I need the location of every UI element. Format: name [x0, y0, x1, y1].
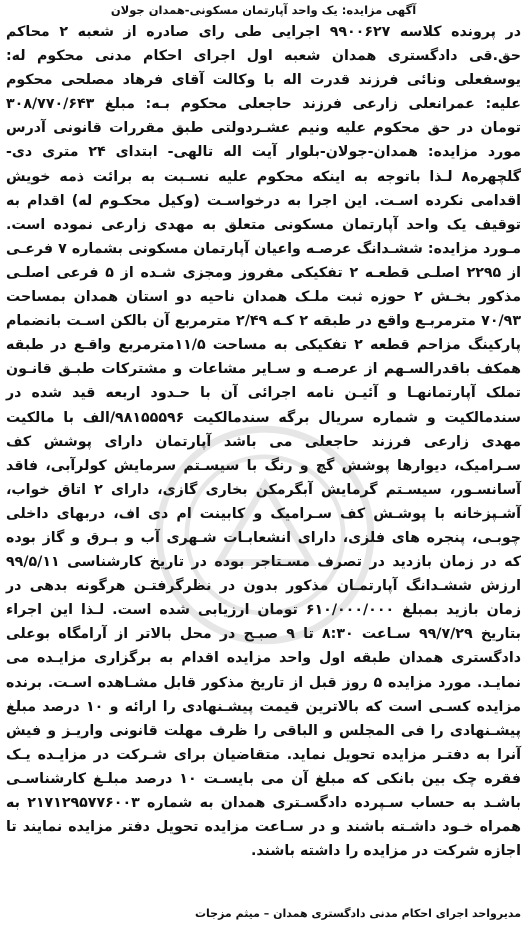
notice-title: آگهی مزایده: یک واحد آپارتمان مسکونی-همدان جولان [110, 3, 417, 17]
notice-signature: مدیرواحد اجرای احکام مدنی دادگستری همدان – میثم مزجات [194, 907, 521, 920]
notice-body: در پرونده کلاسه ۹۹۰۰۶۲۷ اجرایی طی رای صادره از شعبه ۲ محاکم حق.قی دادگستری همدان شعبه اول اجرای احکام مدنی محکوم له: یوسفعلی ونائی فرزند قدرت اله با وکالت آقای فرهاد مصلحی محکوم علیه: عمرانعلی زارعی فرزند حاجعلی محکوم بـه: مبلغ ۳۰۸/۷۷۰/۶۴۳ تومان در حق محکوم علیه ونیم عشـردولتی طبق مقررات قانونی آدرس مورد مزایده: همدان-جولان-بلوار آیت اله تالهی- ابتدای ۲۴ متری دی- گلچهره۸ لـذا باتوجه به اینکه محکوم علیه نسـبت به برائت ذمه خویش اقدامی نکرده اسـت. این اجرا به درخواسـت (وکیل محکـوم له) اقدام به توقیف یک واحد آپارتمان مسکونی متعلق به مهدی زارعی نموده است. مـورد مزایده: ششـدانگ عرصـه واعیان آپارتمان مسکونی بشماره ۷ فرعـی از ۲۲۹۵ اصلـی قطعـه ۲ تفکیکی مفروز ومجزی شـده از ۵ فرعی اصلـی مذکور بخـش ۲ حوزه ثبت ملـک همدان ناحیه دو استان همدان بمساحت ۷۰/۹۳ مترمربـع واقع در طبقه ۲ کـه ۲/۴۹ مترمربع آن بالکن اسـت بانضمام پارکینگ مزاحم قطعه ۲ تفکیکی به مساحت ۱۱/۵مترمربع واقـع در طبقه همکف باقدرالسـهم از عرصـه و سـایر مشاعات و مشترکات طبـق قانـون تملک آپارتمانهـا و آئیـن نامه اجرائی آن با حـدود اربعه قید شده در سندمالکیت و شماره سریال برگه سندمالکیت ۹۸۱۵۵۵۹۶/الف با مالکیت مهدی زارعی فرزند حاجعلی می باشد آپارتمان دارای پوشش کف سـرامیک، دیوارها پوشش گچ و رنگ با سیسـتم سرمایش کولرآبی، فاقد آسانسـور، سیسـتم گرمایش آبگرمکن بخاری گازی، دارای ۲ اتاق خواب، آشـپزخانه با پوشـش کف سـرامیک و کابینت ام دی اف، دربهای داخلی چوبـی، پنجره های فلزی، دارای انشعابـات شـهری آب و بـرق و گاز بوده که در زمان بازدید در تصرف مسـتاجر بوده در تاریخ کارشناسی ۹۹/۵/۱۱ ارزش ششـدانگ آپارتمـان مذکور بدون در نظرگرفتـن هرگونه بدهی در زمان بازید بمبلغ ۶۱۰/۰۰۰/۰۰۰ تومان ارزیابی شده است. لـذا این اجراء بتاریخ ۹۹/۷/۲۹ سـاعت ۸:۳۰ تا ۹ صبـح در محل بالاتر از آرامگاه بوعلی دادگستری همدان طبقه اول واحد مزایده اقدام به برگزاری مزایـده می نمایـد. مورد مزایده ۵ روز قبل از تاریخ مذکور قابل مشـاهده اسـت. برنده مزایده کسـی است که بالاترین قیمت پیشـنهادی را ارائه و ۱۰ درصد مبلغ پیشـنهادی را فی المجلس و الباقی را ظرف مهلت قانونی واریـز و فیش آنرا به دفتـر مزایده تحویل نماید. متقاضیان برای شـرکت در مزایـده یـک فقره چک بین بانکی که مبلغ آن می بایسـت ۱۰ درصد مبلـغ کارشناسـی باشـد به حساب سـپرده دادگسـتری همدان به شماره ۲۱۷۱۲۹۵۷۷۶۰۰۳ به همراه خـود داشـته باشند و در سـاعت مزایده تحویل دفتر مزایده نمایند تا اجازه شرکت در مزایده را داشته باشند. [6, 24, 522, 860]
